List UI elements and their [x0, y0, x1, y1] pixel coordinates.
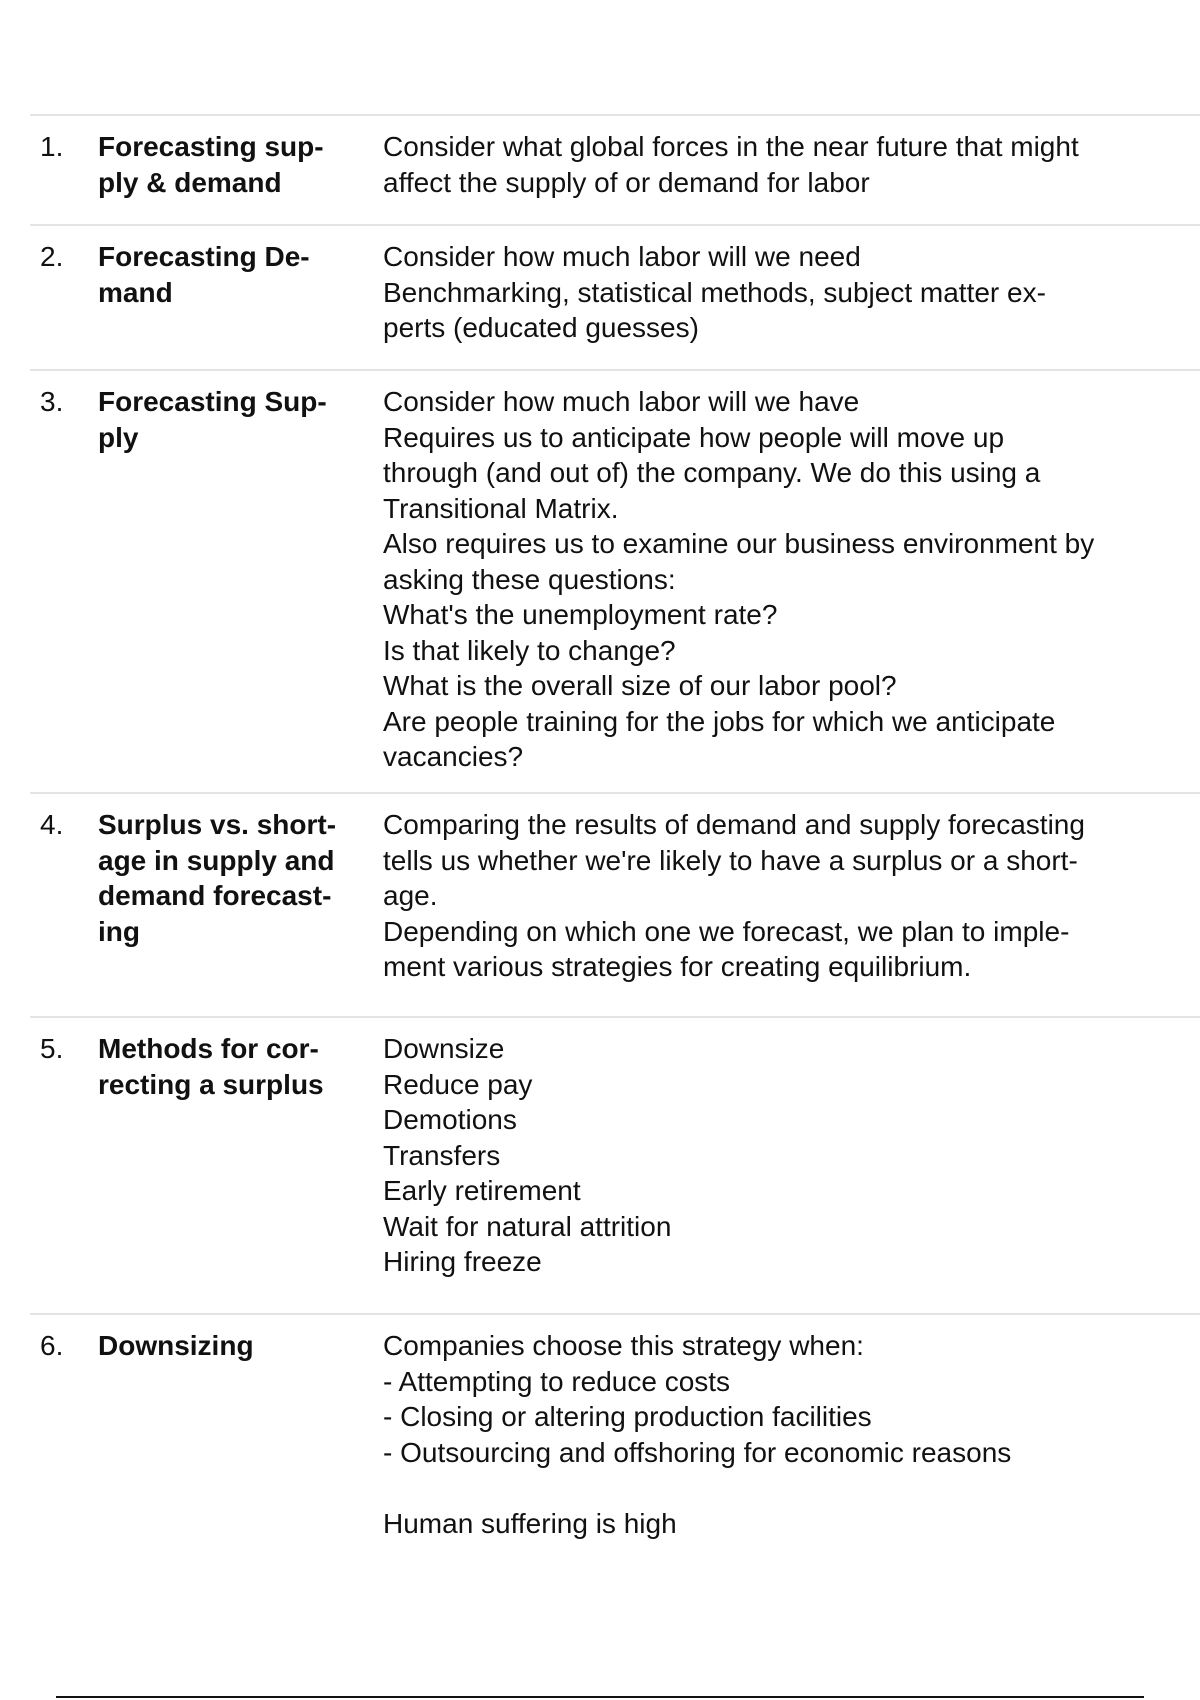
flashcard-table: [30, 114, 1200, 1568]
table-row: [30, 1313, 1200, 1568]
row-term: Forecasting sup- ply & demand: [98, 131, 324, 198]
row-number: 3.: [40, 386, 64, 417]
row-term: Forecasting De- mand: [98, 241, 310, 308]
row-definition: Comparing the results of demand and supply forecasting tells us whether we're likely to have a surplus or a short- age. Depending on which one we forecast, we plan to imple- ment various strategies for creating equilibrium.: [383, 809, 1085, 982]
row-term: Surplus vs. short- age in supply and demand forecast- ing: [98, 809, 337, 947]
row-number: 2.: [40, 241, 64, 272]
row-number: 1.: [40, 131, 64, 162]
table-row: [30, 114, 1200, 224]
row-number: 6.: [40, 1330, 64, 1361]
row-term: Downsizing: [98, 1330, 254, 1361]
footer-divider: [56, 1696, 1144, 1698]
row-number: 4.: [40, 809, 64, 840]
row-number: 5.: [40, 1033, 64, 1064]
row-definition: Consider how much labor will we have Requires us to anticipate how people will move up through (and out of) the company. We do this using a Transitional Matrix. Also requires us to examine our business environment by asking these questions: What's the unemployment rate? Is that likely to change? What is the overall size of our labor pool? Are people training for the jobs for which we anticipate vacancies?: [383, 386, 1095, 772]
table-row: [30, 224, 1200, 369]
row-term: Forecasting Sup- ply: [98, 386, 327, 453]
table-row: [30, 792, 1200, 1016]
table-row: [30, 1016, 1200, 1313]
row-definition: Consider what global forces in the near future that might affect the supply of or demand for labor: [383, 131, 1079, 198]
table-row: [30, 369, 1200, 792]
row-term: Methods for cor- recting a surplus: [98, 1033, 324, 1100]
row-definition: Consider how much labor will we need Benchmarking, statistical methods, subject matter ex- perts (educated guesses): [383, 241, 1046, 343]
row-definition: Downsize Reduce pay Demotions Transfers Early retirement Wait for natural attrition Hiring freeze: [383, 1033, 672, 1277]
row-definition: Companies choose this strategy when: - Attempting to reduce costs - Closing or altering production facilities - Outsourcing and offshoring for economic reasons Human suffering is high: [383, 1330, 1012, 1539]
